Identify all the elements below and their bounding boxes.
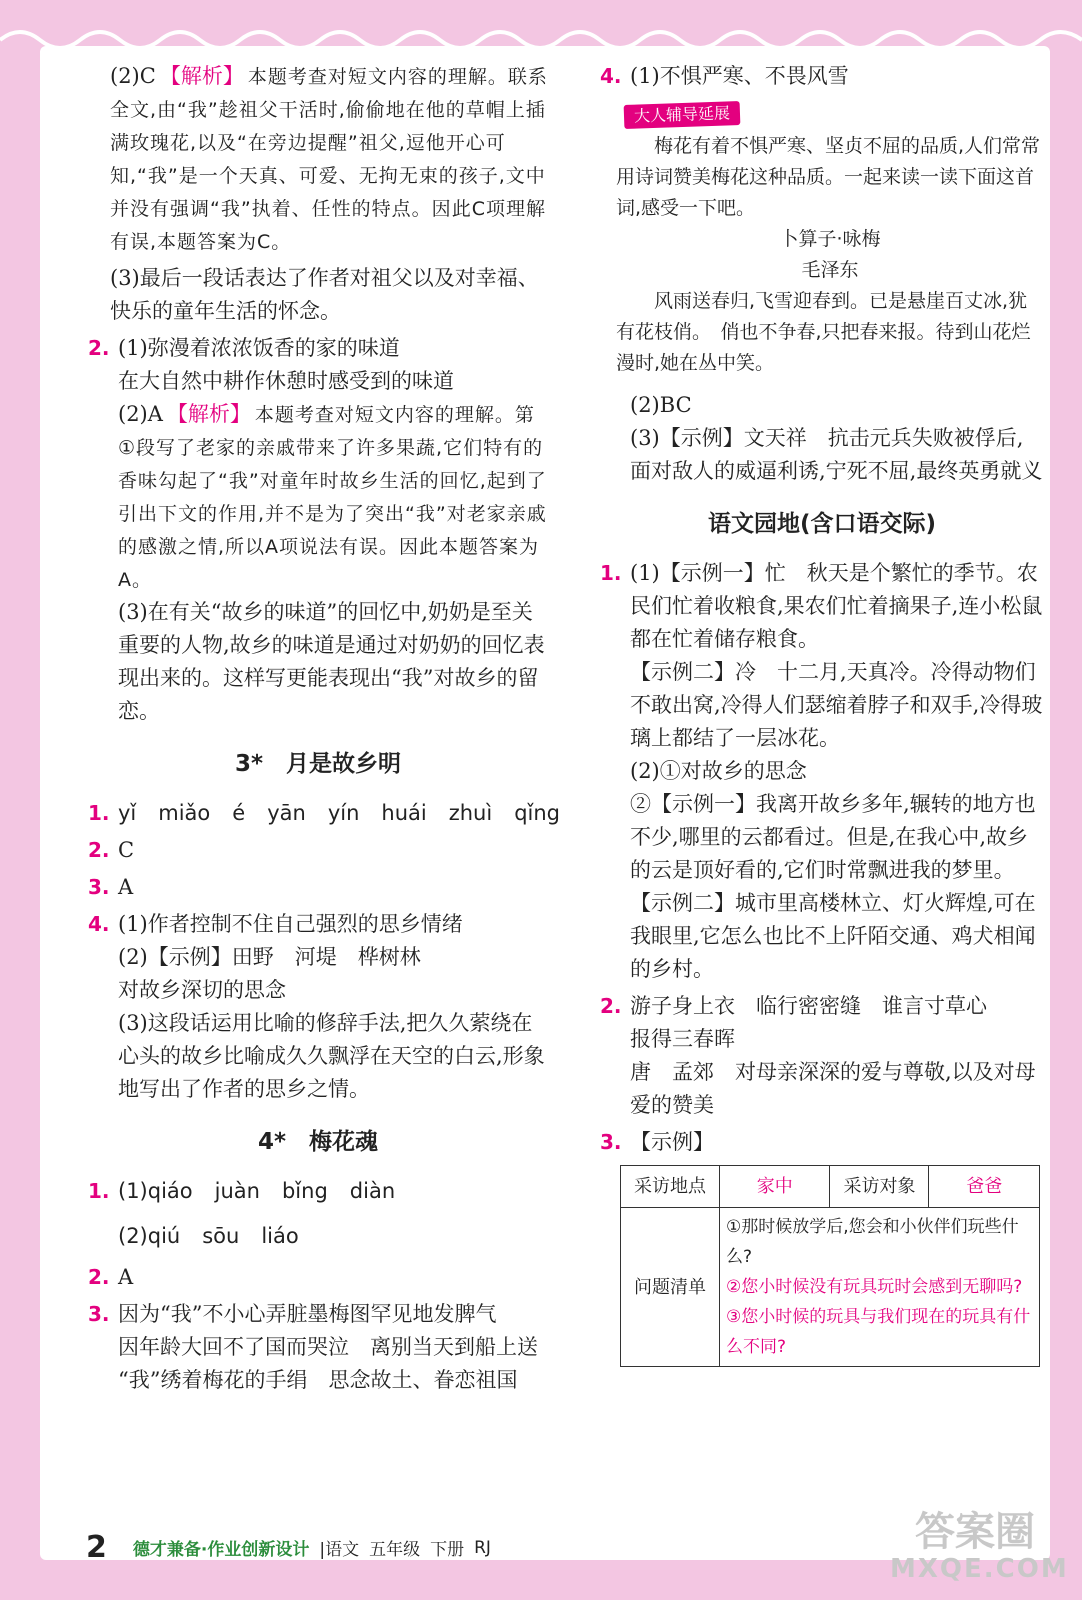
pinyin-item: zhuì <box>448 801 493 825</box>
s4-q3-number: 3. <box>88 1302 110 1326</box>
y-q1-example1: (1)【示例一】忙 秋天是个繁忙的季节。农民们忙着收粮食,果农们忙着摘果子,连小松鼠都在忙着储存粮食。 <box>630 561 1043 651</box>
s4-q2-answer: A <box>118 1265 134 1289</box>
q1-part2 <box>88 60 548 258</box>
pinyin-item: yǐ <box>118 801 137 825</box>
r-question-4 <box>600 60 1044 93</box>
poem-body: 风雨送春归,飞雪迎春到。已是悬崖百丈冰,犹有花枝俏。 俏也不争春,只把春来报。待到山花烂漫时,她在丛中笑。 <box>616 290 1031 374</box>
y-q2-number: 2. <box>600 994 622 1018</box>
edition: RJ <box>474 1537 491 1558</box>
interview-table <box>620 1165 1040 1367</box>
s3-question-4 <box>88 908 548 1106</box>
q2-number: 2. <box>88 336 110 360</box>
y-q3-number: 3. <box>600 1130 622 1154</box>
subject: |语文 <box>319 1540 360 1560</box>
section-4-title: 4* 梅花魂 <box>257 1129 379 1155</box>
s3-question-3 <box>88 871 548 904</box>
s3-q3-number: 3. <box>88 875 110 899</box>
interviewee-label: 采访对象 <box>830 1166 929 1208</box>
page-number: 2 <box>86 1530 107 1565</box>
r-q4-answers <box>600 389 1044 488</box>
pinyin-item: miǎo <box>158 801 211 825</box>
question-list <box>720 1208 1040 1367</box>
s4-q1-number: 1. <box>88 1179 110 1203</box>
poem-author: 毛泽东 <box>801 259 859 281</box>
pinyin-item: bǐng <box>281 1179 328 1203</box>
grade: 五年级 <box>369 1540 421 1560</box>
y-q1-example2: 【示例二】冷 十二月,天真冷。冷得动物们不敢出窝,冷得人们瑟缩着脖子和双手,冷得玻璃上都结了一层冰花。 <box>630 660 1043 750</box>
interviewee-value: 爸爸 <box>929 1166 1040 1208</box>
right-column <box>600 60 1044 1367</box>
s4-q3-line3: “我”绣着梅花的手绢 思念故土、眷恋祖国 <box>118 1368 518 1392</box>
q1-3-text: (3)最后一段话表达了作者对祖父以及对幸福、快乐的童年生活的怀念。 <box>110 266 539 323</box>
pinyin-item: yān <box>267 801 306 825</box>
page-footer <box>86 1530 491 1565</box>
y-q2-line3: 唐 孟郊 对母亲深深的爱与尊敬,以及对母爱的赞美 <box>630 1060 1036 1117</box>
extension-tag: 大人辅导延展 <box>624 101 741 129</box>
watermark-line2: MXQE.COM <box>890 1554 1069 1584</box>
watermark-logo <box>890 1509 1069 1590</box>
poem-title: 卜算子·咏梅 <box>779 228 881 250</box>
s4-q3-line2: 因年龄大回不了国而哭泣 离别当天到船上送 <box>118 1335 538 1359</box>
yuanwen-section-title: 语文园地(含口语交际) <box>707 511 937 537</box>
r-q4-2: (2)BC <box>630 393 692 417</box>
pinyin-item: (2)qiú <box>118 1224 181 1248</box>
left-column <box>88 60 561 1401</box>
question-list-label: 问题清单 <box>621 1208 720 1367</box>
y-q3-label: 【示例】 <box>630 1130 714 1154</box>
r-q4-3: (3)【示例】文天祥 抗击元兵失败被俘后,面对敌人的威逼利诱,宁死不屈,最终英勇就义 <box>630 426 1043 483</box>
q1-part3 <box>88 262 548 328</box>
r-q4-number: 4. <box>600 64 622 88</box>
location-value: 家中 <box>720 1166 830 1208</box>
s3-q4-2b: 对故乡深切的思念 <box>118 978 286 1002</box>
q2-2-answer: (2)A <box>118 402 163 426</box>
pinyin-item: yín <box>327 801 360 825</box>
y-q1-number: 1. <box>600 561 622 585</box>
q2-2-analysis: 本题考查对短文内容的理解。第①段写了老家的亲戚带来了许多果蔬,它们特有的香味勾起了“我”对童年时故乡生活的回忆,起到了引出下文的作用,并不是为了突出“我”对老家亲戚的感激之情,所以A项说法有误。因此本题答案为A。 <box>118 404 547 591</box>
y-question-2 <box>600 990 1044 1122</box>
extension-box <box>600 131 1044 379</box>
pinyin-item: huái <box>381 801 427 825</box>
q2-3-text: (3)在有关“故乡的味道”的回忆中,奶奶是至关重要的人物,故乡的味道是通过对奶奶的回忆表现出来的。这样写更能表现出“我”对故乡的留恋。 <box>118 600 545 723</box>
pinyin-item: sōu <box>202 1224 240 1248</box>
q2-1-line1: (1)弥漫着浓浓饭香的家的味道 <box>118 336 400 360</box>
y-question-3 <box>600 1126 1044 1159</box>
section-3-title: 3* 月是故乡明 <box>234 751 402 777</box>
pinyin-item: qǐng <box>514 801 561 825</box>
s4-question-2 <box>88 1261 548 1294</box>
s3-q4-number: 4. <box>88 912 110 936</box>
r-q4-1: (1)不惧严寒、不畏风雪 <box>630 64 849 88</box>
pinyin-item: (1)qiáo <box>118 1179 193 1203</box>
pinyin-item: juàn <box>214 1179 260 1203</box>
y-q1-part2-example2: 【示例二】城市里高楼林立、灯火辉煌,可在我眼里,它怎么也比不上阡陌交通、鸡犬相闻的乡村。 <box>630 891 1036 981</box>
q2-1-line2: 在大自然中耕作休憩时感受到的味道 <box>118 369 454 393</box>
s3-q1-number: 1. <box>88 801 110 825</box>
question-item: ③您小时候的玩具与我们现在的玩具有什么不同? <box>726 1307 1031 1357</box>
watermark-line1: 答案圈 <box>915 1509 1035 1555</box>
y-q1-part2-example1: ②【示例一】我离开故乡多年,辗转的地方也不少,哪里的云都看过。但是,在我心中,故乡的云是顶好看的,它们时常飘进我的梦里。 <box>630 792 1036 882</box>
s3-question-1 <box>88 797 561 830</box>
q1-2-analysis: 本题考查对短文内容的理解。联系全文,由“我”趁祖父干活时,偷偷地在他的草帽上插满玫瑰花,以及“在旁边提醒”祖父,逗他开心可知,“我”是一个天真、可爱、无拘无束的孩子,文中并没有强调“我”执着、任性的特点。因此C项理解有误,本题答案为C。 <box>110 66 548 253</box>
question-item: ②您小时候没有玩具玩时会感到无聊吗? <box>726 1277 1023 1297</box>
pinyin-item: é <box>232 801 246 825</box>
analysis-tag: 【解析】 <box>159 64 244 88</box>
s3-question-2 <box>88 834 548 867</box>
s3-q4-2: (2)【示例】田野 河堤 桦树林 <box>118 945 421 969</box>
s3-q2-number: 2. <box>88 838 110 862</box>
s4-question-3 <box>88 1298 548 1397</box>
question-2 <box>88 332 548 728</box>
s4-q3-line1: 因为“我”不小心弄脏墨梅图罕见地发脾气 <box>118 1302 497 1326</box>
y-question-1 <box>600 557 1044 986</box>
volume: 下册 <box>430 1540 465 1560</box>
y-q2-line2: 报得三春晖 <box>630 1027 735 1051</box>
question-item: ①那时候放学后,您会和小伙伴们玩些什么? <box>726 1217 1019 1267</box>
s3-q3-answer: A <box>118 875 134 899</box>
y-q1-part2: (2)①对故乡的思念 <box>630 759 807 783</box>
location-label: 采访地点 <box>621 1166 720 1208</box>
s3-q2-answer: C <box>118 838 135 862</box>
pinyin-item: liáo <box>261 1224 299 1248</box>
q1-2-answer: (2)C <box>110 64 156 88</box>
s4-q2-number: 2. <box>88 1265 110 1289</box>
brand-name: 德才兼备·作业创新设计 <box>132 1540 310 1560</box>
s3-q4-1: (1)作者控制不住自己强烈的思乡情绪 <box>118 912 463 936</box>
s3-q4-3: (3)这段话运用比喻的修辞手法,把久久萦绕在心头的故乡比喻成久久飘浮在天空的白云,形象地写出了作者的思乡之情。 <box>118 1011 545 1101</box>
pinyin-item: diàn <box>349 1179 396 1203</box>
y-q2-line1: 游子身上衣 临行密密缝 谁言寸草心 <box>630 994 987 1018</box>
s4-question-1 <box>88 1175 548 1253</box>
analysis-tag: 【解析】 <box>166 402 251 426</box>
extension-intro: 梅花有着不惧严寒、坚贞不屈的品质,人们常常用诗词赞美梅花这种品质。一起来读一读下面这首词,感受一下吧。 <box>616 135 1041 219</box>
